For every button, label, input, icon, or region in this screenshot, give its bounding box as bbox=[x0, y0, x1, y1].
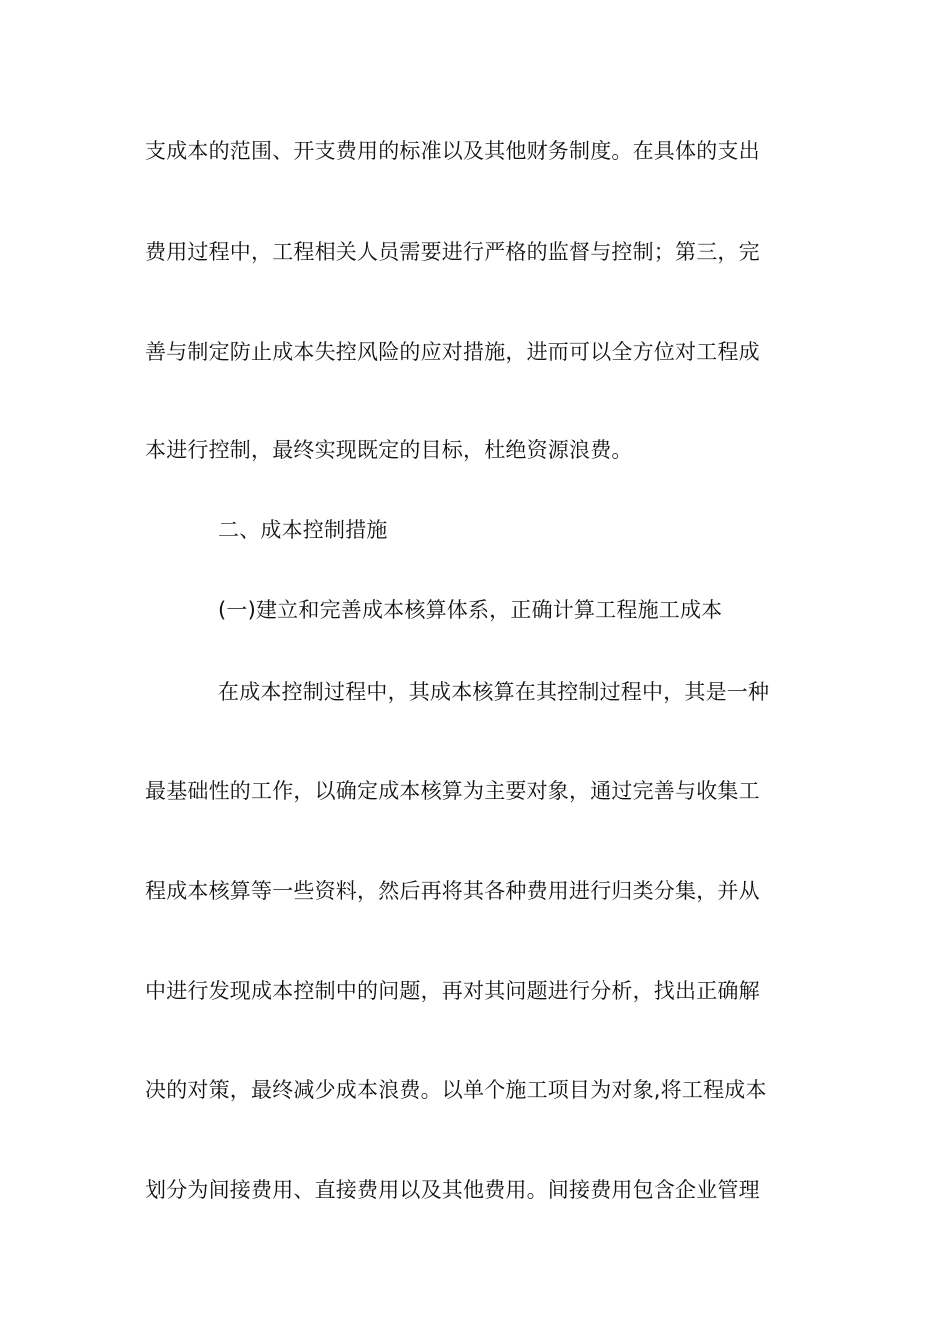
subsection-heading: (一)建立和完善成本核算体系，正确计算工程施工成本 bbox=[218, 598, 723, 622]
body-text-line: 最基础性的工作，以确定成本核算为主要对象，通过完善与收集工 bbox=[145, 779, 760, 803]
body-text-line: 善与制定防止成本失控风险的应对措施，进而可以全方位对工程成 bbox=[145, 340, 760, 364]
body-text-line: 划分为间接费用、直接费用以及其他费用。间接费用包含企业管理 bbox=[145, 1178, 760, 1202]
body-text-line: 在成本控制过程中，其成本核算在其控制过程中，其是一种 bbox=[218, 680, 770, 704]
body-text-line: 本进行控制，最终实现既定的目标，杜绝资源浪费。 bbox=[145, 438, 633, 462]
body-text-line: 决的对策，最终减少成本浪费。以单个施工项目为对象,将工程成本 bbox=[145, 1078, 767, 1102]
body-text-line: 中进行发现成本控制中的问题，再对其问题进行分析，找出正确解 bbox=[145, 979, 760, 1003]
body-text-line: 费用过程中，工程相关人员需要进行严格的监督与控制；第三，完 bbox=[145, 240, 760, 264]
section-heading: 二、成本控制措施 bbox=[218, 518, 388, 542]
body-text-line: 程成本核算等一些资料，然后再将其各种费用进行归类分集，并从 bbox=[145, 879, 760, 903]
body-text-line: 支成本的范围、开支费用的标准以及其他财务制度。在具体的支出 bbox=[145, 139, 760, 163]
